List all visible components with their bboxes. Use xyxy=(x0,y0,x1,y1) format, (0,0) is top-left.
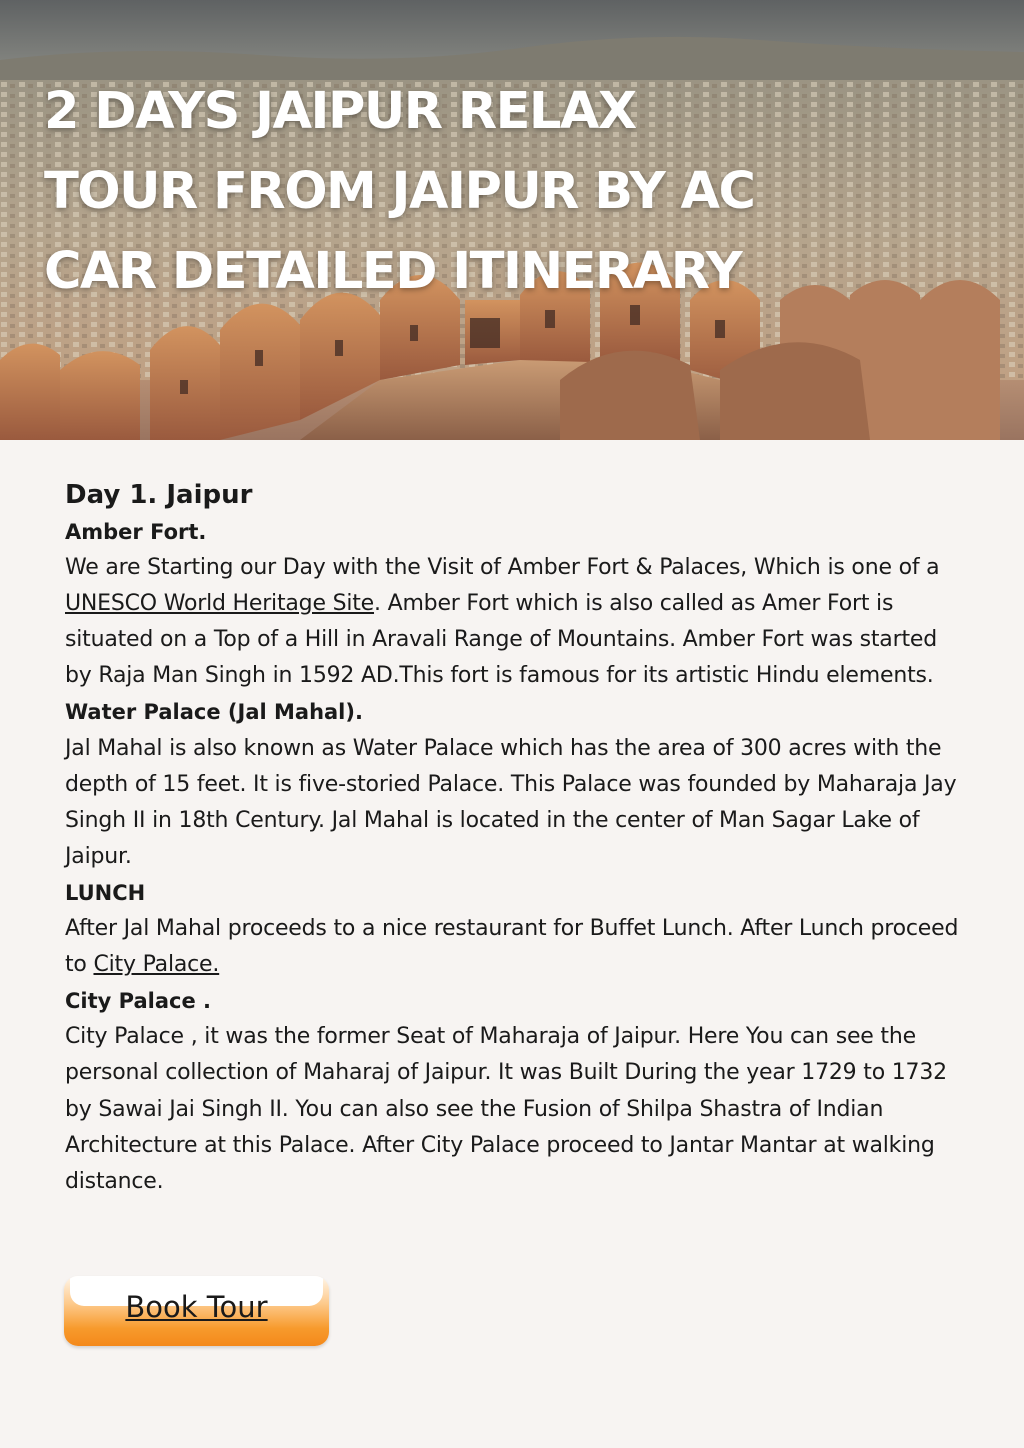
city-palace-description: City Palace , it was the former Seat of Maharaja of Jaipur. Here You can see the personal collection of Maharaj of Jaipur. It was Built During the year 1729 to 1732 by Sawai Jai Singh II. You can also see the Fusion of Shilpa Shastra of Indian Architecture at this Palace. After City Palace proceed to Jantar Mantar at walking distance. xyxy=(65,1024,947,1194)
section-heading-city-palace: City Palace . xyxy=(65,989,211,1014)
lunch-text: After Jal Mahal proceeds to a nice restaurant for Buffet Lunch. After Lunch proceed to xyxy=(65,916,959,978)
page-title xyxy=(44,72,864,312)
city-palace-link[interactable]: City Palace. xyxy=(93,952,220,978)
title-line-1: 2 DAYS JAIPUR RELAX xyxy=(44,82,636,141)
title-line-3: CAR DETAILED ITINERARY xyxy=(44,242,742,301)
section-heading-water-palace: Water Palace (Jal Mahal). xyxy=(65,700,363,725)
title-line-2: TOUR FROM JAIPUR BY AC xyxy=(44,162,755,221)
amber-text-start: We are Starting our Day with the Visit of Amber Fort & Palaces, Which is one of a xyxy=(65,555,940,581)
section-heading-lunch: LUNCH xyxy=(65,880,146,905)
water-palace-description: Jal Mahal is also known as Water Palace which has the area of 300 acres with the depth of 15 feet. It is five-storied Palace. This Palace was founded by Maharaja Jay Singh II in 18th Century. Jal Mahal is located in the center of Man Sagar Lake of Jaipur. xyxy=(65,735,957,869)
section-heading-amber-fort: Amber Fort. xyxy=(65,520,207,544)
unesco-link[interactable]: UNESCO World Heritage Site xyxy=(65,591,375,617)
day-title: Day 1. Jaipur xyxy=(65,480,253,510)
book-tour-label: Book Tour xyxy=(125,1290,268,1324)
book-tour-button[interactable] xyxy=(64,1276,329,1346)
hero-banner xyxy=(0,0,1024,440)
amber-text-end: . Amber Fort which is also called as Amer Fort is situated on a Top of a Hill in Aravali Range of Mountains. Amber Fort was started by Raja Man Singh in 1592 AD.This fort is famous for its artistic Hindu elements. xyxy=(65,591,937,689)
lunch-description xyxy=(65,911,965,983)
amber-fort-description xyxy=(65,550,965,694)
itinerary-content xyxy=(65,476,965,1200)
